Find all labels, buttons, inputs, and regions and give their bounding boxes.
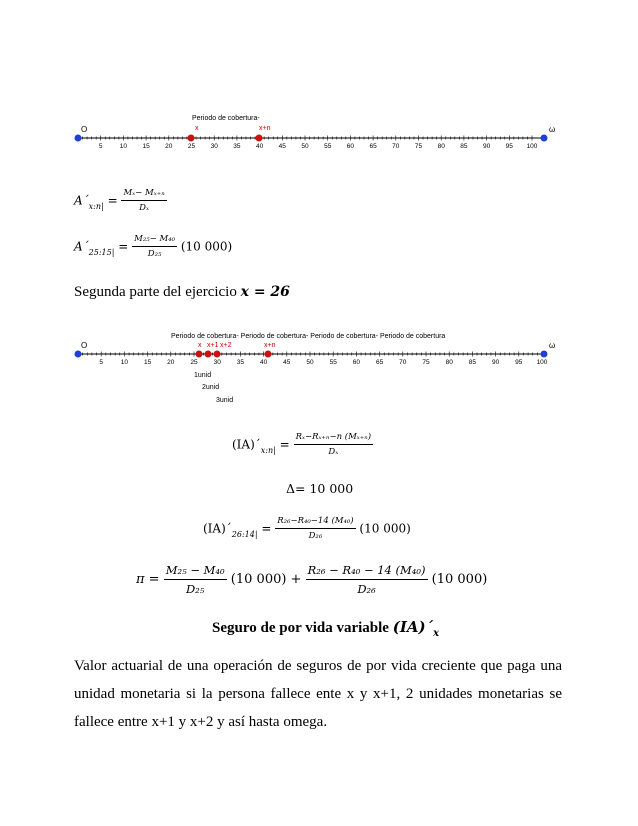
tick-label: 70 (392, 143, 400, 150)
origin-point (75, 135, 82, 142)
tick-label: 45 (278, 143, 286, 150)
tick-label: 50 (301, 143, 309, 150)
point-label-xn: x+n (264, 342, 276, 349)
heading-symbol: (IA)´ (392, 618, 434, 636)
tick-label: 5 (98, 143, 103, 150)
body-paragraph: Valor actuarial de una operación de seguros de por vida creciente que paga una unidad monetaria si la persona fallece ente x y x+1, 2 unidades monetarias se fallece entre x+1 y x+2 y así hasta omega. (74, 658, 562, 730)
point-x (188, 135, 195, 142)
tick-label: 65 (375, 359, 384, 366)
formula-premium (136, 562, 487, 597)
denominator: Dₓ (139, 203, 149, 213)
point-x1 (205, 351, 212, 358)
numerator: Rₓ−Rₓ₊ₙ−n (Mₓ₊ₙ) (294, 432, 373, 445)
multiplier: (10 000) (359, 521, 411, 536)
tick-label: 45 (283, 359, 291, 366)
denominator: Dₓ (328, 447, 339, 457)
tick-label: 30 (213, 359, 221, 366)
tick-label: 30 (210, 143, 218, 150)
point-label-x: x (198, 342, 202, 349)
tick-label: 100 (536, 359, 548, 366)
point-x2 (214, 351, 221, 358)
section-heading (212, 618, 439, 637)
tick-label: 65 (369, 143, 377, 150)
tick-label: 60 (346, 143, 355, 150)
numerator-2: R₂₆ − R₄₀ − 14 (M₄₀) (306, 562, 428, 580)
tick-label: 75 (414, 143, 423, 150)
omega-label: ω (549, 341, 556, 350)
fraction-1 (164, 562, 227, 597)
tick-label: 25 (190, 359, 198, 366)
heading-sub: x (433, 628, 440, 639)
tick-label: 40 (259, 359, 268, 366)
tick-label: 95 (505, 143, 513, 150)
multiplier-1: (10 000) + (230, 572, 302, 587)
tick-label: 70 (399, 359, 407, 366)
unit-label-3: 3unid (216, 397, 234, 404)
equals-sign: = (118, 239, 129, 254)
formula-lhs-sub: x:n| (88, 201, 104, 211)
equals-sign: = (261, 521, 272, 536)
origin-point (75, 351, 82, 358)
tick-label: 25 (187, 143, 196, 150)
origin-label: O (81, 341, 88, 350)
formula-annuity-general (74, 188, 167, 214)
tick-label: 95 (515, 359, 523, 366)
tick-label: 50 (306, 359, 314, 366)
tick-label: 20 (167, 359, 175, 366)
fraction (121, 188, 166, 214)
origin-label: O (81, 125, 88, 134)
tick-label: 90 (491, 359, 500, 366)
unit-label-2: 2unid (202, 384, 220, 391)
multiplier: (10 000) (180, 239, 233, 254)
tick-label: 80 (445, 359, 453, 366)
second-part-line (74, 284, 290, 301)
formula-lhs: (IA)´ (203, 521, 232, 536)
number-line-2 (60, 330, 580, 410)
formula-increasing-numeric (203, 516, 411, 542)
point-x (196, 351, 203, 358)
denominator: D₂₅ (147, 249, 162, 259)
number-line-1 (60, 108, 580, 156)
coverage-label: Periodo de cobertura- (192, 115, 260, 122)
formula-lhs-sub: x:n| (260, 445, 276, 455)
tick-label: 40 (255, 143, 264, 150)
formula-lhs-sub: 25:15| (88, 247, 115, 257)
formula-lhs: A´ (74, 239, 89, 254)
heading-text: Seguro de por vida variable (212, 620, 393, 636)
fraction (294, 432, 373, 458)
point-label-x: x (195, 125, 199, 132)
tick-label: 10 (119, 143, 128, 150)
point-x-n (256, 135, 263, 142)
tick-label: 60 (352, 359, 361, 366)
omega-point (541, 135, 548, 142)
fraction (275, 516, 355, 542)
tick-label: 15 (142, 143, 150, 150)
tick-label: 15 (143, 359, 152, 366)
denominator: D₂₆ (308, 531, 323, 541)
unit-label-1: 1unid (194, 372, 212, 379)
coverage-label: Periodo de cobertura- Periodo de cobertura- Periodo de cobertura- Periodo de cobertura (171, 333, 446, 340)
tick-label: 55 (329, 359, 337, 366)
point-label-x2: x+2 (220, 342, 232, 349)
formula-lhs: (IA)´ (232, 437, 261, 452)
omega-label: ω (549, 125, 556, 134)
tick-label: 20 (165, 143, 173, 150)
point-label-x1: x+1 (207, 342, 219, 349)
point-label-x-n: x+n (259, 125, 271, 132)
formula-lhs: A´ (74, 193, 89, 208)
formula-annuity-numeric (74, 234, 232, 260)
tick-label: 75 (422, 359, 430, 366)
denominator-1: D₂₅ (185, 582, 205, 596)
second-part-value: x = 26 (240, 284, 290, 300)
tick-label: 80 (437, 143, 445, 150)
tick-label: 55 (324, 143, 332, 150)
omega-point (541, 351, 548, 358)
numerator: R₂₆−R₄₀−14 (M₄₀) (275, 516, 355, 529)
fraction (132, 234, 177, 260)
numerator: Mₓ− Mₓ₊ₙ (121, 188, 166, 201)
tick-label: 85 (460, 143, 468, 150)
formula-increasing-general (232, 432, 373, 458)
numerator-1: M₂₅ − M₄₀ (164, 562, 227, 580)
tick-label: 90 (482, 143, 491, 150)
tick-label: 35 (233, 143, 241, 150)
multiplier-2: (10 000) (431, 572, 488, 587)
formula-lhs-sub: 26:14| (231, 529, 258, 539)
tick-label: 10 (120, 359, 129, 366)
tick-label: 85 (468, 359, 477, 366)
point-xn (265, 351, 272, 358)
tick-label: 5 (99, 359, 104, 366)
tick-label: 35 (236, 359, 245, 366)
equals-sign: = (107, 193, 118, 208)
second-part-text: Segunda parte del ejercicio (74, 284, 241, 300)
equals-sign: = (279, 437, 290, 452)
fraction-2 (306, 562, 428, 597)
tick-label: 100 (526, 143, 538, 150)
premium-lhs: π = (136, 572, 160, 587)
denominator-2: D₂₆ (357, 582, 376, 596)
numerator: M₂₅− M₄₀ (132, 234, 177, 247)
delta-value: Δ= 10 000 (286, 481, 354, 496)
